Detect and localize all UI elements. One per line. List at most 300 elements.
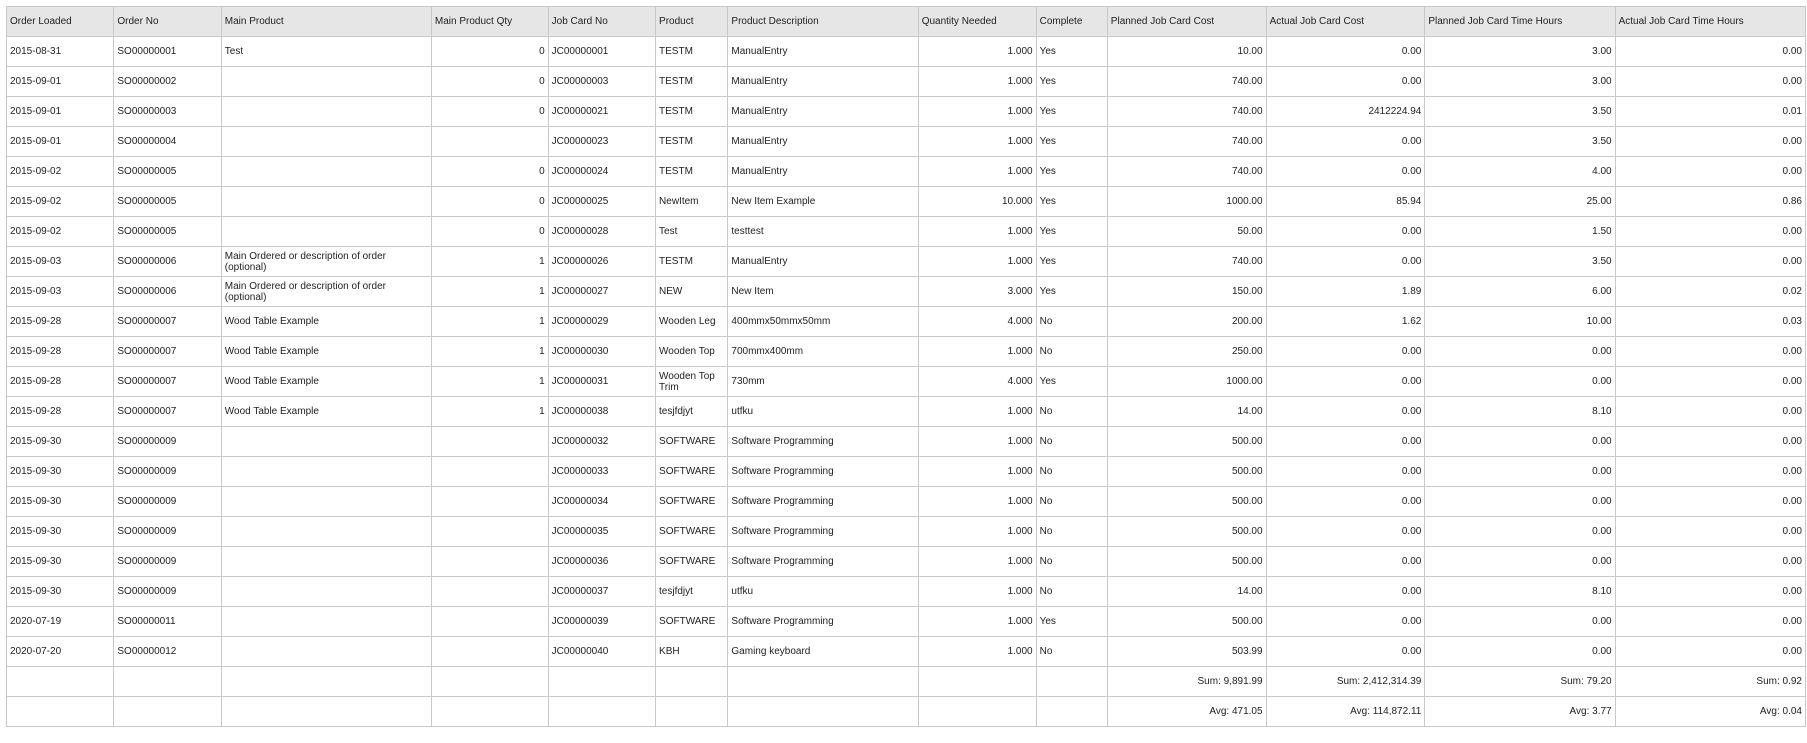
cell-actual-job-card-time-hours: 0.00 (1615, 367, 1805, 397)
cell-quantity-needed: 1.000 (918, 67, 1036, 97)
cell-planned-job-card-time-hours: 3.00 (1425, 37, 1615, 67)
table-row (7, 607, 1806, 637)
cell-actual-job-card-cost: 0.00 (1266, 427, 1425, 457)
cell-planned-job-card-time-hours: 25.00 (1425, 187, 1615, 217)
cell-main-product: Wood Table Example (221, 337, 431, 367)
cell-actual-job-card-cost: 0.00 (1266, 337, 1425, 367)
cell-main-product: Main Ordered or description of order (optional) (221, 277, 431, 307)
table-row (7, 397, 1806, 427)
table-row (7, 577, 1806, 607)
cell-main-product (221, 157, 431, 187)
cell-planned-job-card-cost: 500.00 (1107, 487, 1266, 517)
cell-job-card-no: JC00000034 (548, 487, 655, 517)
cell-product: TESTM (656, 127, 728, 157)
cell-main-product-qty (431, 487, 548, 517)
cell-actual-job-card-cost: 0.00 (1266, 517, 1425, 547)
cell-order-loaded: 2015-09-28 (7, 397, 114, 427)
cell-quantity-needed: 1.000 (918, 517, 1036, 547)
cell-planned-job-card-time-hours: 0.00 (1425, 637, 1615, 667)
cell-actual-job-card-time-hours: 0.00 (1615, 157, 1805, 187)
sum-row (7, 667, 1806, 697)
cell-quantity-needed: 1.000 (918, 97, 1036, 127)
cell-job-card-no: JC00000027 (548, 277, 655, 307)
cell-actual-job-card-time-hours: 0.00 (1615, 577, 1805, 607)
cell-product-description: testtest (728, 217, 918, 247)
column-header-product[interactable]: Product (656, 7, 728, 37)
cell-main-product (221, 517, 431, 547)
cell-main-product: Wood Table Example (221, 307, 431, 337)
cell-main-product-qty (431, 637, 548, 667)
avg-cell-main-product-qty (431, 697, 548, 727)
cell-actual-job-card-cost: 0.00 (1266, 637, 1425, 667)
cell-product-description: Software Programming (728, 487, 918, 517)
cell-complete: Yes (1036, 37, 1107, 67)
cell-main-product (221, 607, 431, 637)
cell-planned-job-card-time-hours: 0.00 (1425, 337, 1615, 367)
cell-order-no: SO00000003 (114, 97, 221, 127)
column-header-main-product[interactable]: Main Product (221, 7, 431, 37)
table-row (7, 457, 1806, 487)
cell-planned-job-card-time-hours: 3.00 (1425, 67, 1615, 97)
cell-order-no: SO00000007 (114, 307, 221, 337)
cell-main-product: Wood Table Example (221, 397, 431, 427)
cell-product-description: 400mmx50mmx50mm (728, 307, 918, 337)
table-row (7, 337, 1806, 367)
cell-complete: No (1036, 517, 1107, 547)
cell-job-card-no: JC00000035 (548, 517, 655, 547)
cell-complete: Yes (1036, 277, 1107, 307)
cell-order-loaded: 2015-09-02 (7, 217, 114, 247)
cell-job-card-no: JC00000039 (548, 607, 655, 637)
cell-main-product-qty: 0 (431, 187, 548, 217)
cell-actual-job-card-cost: 0.00 (1266, 397, 1425, 427)
cell-product-description: New Item (728, 277, 918, 307)
cell-quantity-needed: 4.000 (918, 367, 1036, 397)
cell-planned-job-card-time-hours: 8.10 (1425, 577, 1615, 607)
cell-order-no: SO00000009 (114, 457, 221, 487)
table-row (7, 367, 1806, 397)
cell-planned-job-card-cost: 740.00 (1107, 97, 1266, 127)
cell-order-loaded: 2020-07-20 (7, 637, 114, 667)
cell-planned-job-card-cost: 1000.00 (1107, 187, 1266, 217)
avg-cell-actual-job-card-time-hours: Avg: 0.04 (1615, 697, 1805, 727)
cell-product: SOFTWARE (656, 427, 728, 457)
cell-planned-job-card-cost: 500.00 (1107, 607, 1266, 637)
cell-order-loaded: 2015-09-30 (7, 487, 114, 517)
cell-order-loaded: 2015-09-03 (7, 247, 114, 277)
cell-quantity-needed: 10.000 (918, 187, 1036, 217)
column-header-job-card-no[interactable]: Job Card No (548, 7, 655, 37)
sum-cell-product (656, 667, 728, 697)
sum-cell-order-loaded (7, 667, 114, 697)
cell-actual-job-card-cost: 0.00 (1266, 457, 1425, 487)
sum-cell-main-product-qty (431, 667, 548, 697)
cell-job-card-no: JC00000003 (548, 67, 655, 97)
cell-product: SOFTWARE (656, 607, 728, 637)
cell-order-no: SO00000007 (114, 367, 221, 397)
cell-product: SOFTWARE (656, 457, 728, 487)
cell-main-product-qty: 0 (431, 37, 548, 67)
cell-quantity-needed: 1.000 (918, 607, 1036, 637)
cell-main-product (221, 457, 431, 487)
cell-actual-job-card-time-hours: 0.00 (1615, 487, 1805, 517)
column-header-actual-job-card-cost[interactable]: Actual Job Card Cost (1266, 7, 1425, 37)
cell-order-no: SO00000009 (114, 487, 221, 517)
cell-product-description: ManualEntry (728, 247, 918, 277)
cell-planned-job-card-time-hours: 0.00 (1425, 427, 1615, 457)
cell-planned-job-card-time-hours: 1.50 (1425, 217, 1615, 247)
cell-product: TESTM (656, 37, 728, 67)
cell-actual-job-card-time-hours: 0.00 (1615, 217, 1805, 247)
cell-product-description: Software Programming (728, 547, 918, 577)
sum-cell-complete (1036, 667, 1107, 697)
column-header-actual-job-card-time-hours[interactable]: Actual Job Card Time Hours (1615, 7, 1805, 37)
cell-main-product: Wood Table Example (221, 367, 431, 397)
cell-planned-job-card-cost: 740.00 (1107, 67, 1266, 97)
cell-product: SOFTWARE (656, 487, 728, 517)
cell-job-card-no: JC00000021 (548, 97, 655, 127)
cell-job-card-no: JC00000028 (548, 217, 655, 247)
cell-main-product (221, 127, 431, 157)
table-row (7, 37, 1806, 67)
cell-order-loaded: 2015-09-01 (7, 127, 114, 157)
cell-complete: No (1036, 307, 1107, 337)
cell-product: TESTM (656, 67, 728, 97)
cell-complete: Yes (1036, 157, 1107, 187)
cell-planned-job-card-cost: 14.00 (1107, 397, 1266, 427)
cell-actual-job-card-cost: 0.00 (1266, 247, 1425, 277)
cell-complete: Yes (1036, 247, 1107, 277)
cell-actual-job-card-time-hours: 0.00 (1615, 247, 1805, 277)
cell-main-product (221, 67, 431, 97)
column-header-order-no[interactable]: Order No (114, 7, 221, 37)
cell-planned-job-card-time-hours: 0.00 (1425, 517, 1615, 547)
cell-actual-job-card-cost: 85.94 (1266, 187, 1425, 217)
cell-quantity-needed: 1.000 (918, 457, 1036, 487)
cell-quantity-needed: 1.000 (918, 127, 1036, 157)
cell-actual-job-card-cost: 0.00 (1266, 607, 1425, 637)
cell-order-no: SO00000005 (114, 187, 221, 217)
cell-main-product-qty (431, 517, 548, 547)
cell-order-loaded: 2015-09-30 (7, 517, 114, 547)
cell-complete: No (1036, 427, 1107, 457)
cell-actual-job-card-time-hours: 0.01 (1615, 97, 1805, 127)
cell-order-no: SO00000006 (114, 247, 221, 277)
cell-order-loaded: 2015-09-30 (7, 457, 114, 487)
cell-job-card-no: JC00000037 (548, 577, 655, 607)
cell-main-product (221, 637, 431, 667)
table-row (7, 127, 1806, 157)
table-row (7, 97, 1806, 127)
cell-planned-job-card-time-hours: 8.10 (1425, 397, 1615, 427)
cell-job-card-no: JC00000029 (548, 307, 655, 337)
cell-job-card-no: JC00000030 (548, 337, 655, 367)
table-row (7, 277, 1806, 307)
cell-product: Wooden Top (656, 337, 728, 367)
table-body (7, 37, 1806, 727)
cell-complete: Yes (1036, 67, 1107, 97)
cell-product-description: utfku (728, 577, 918, 607)
cell-quantity-needed: 1.000 (918, 487, 1036, 517)
table-row (7, 217, 1806, 247)
cell-actual-job-card-time-hours: 0.00 (1615, 427, 1805, 457)
cell-planned-job-card-cost: 500.00 (1107, 517, 1266, 547)
cell-product: NewItem (656, 187, 728, 217)
cell-planned-job-card-cost: 10.00 (1107, 37, 1266, 67)
table-row (7, 187, 1806, 217)
cell-main-product-qty: 0 (431, 67, 548, 97)
cell-planned-job-card-time-hours: 10.00 (1425, 307, 1615, 337)
cell-quantity-needed: 1.000 (918, 337, 1036, 367)
cell-actual-job-card-cost: 0.00 (1266, 487, 1425, 517)
cell-order-loaded: 2015-09-28 (7, 307, 114, 337)
sum-cell-product-description (728, 667, 918, 697)
cell-actual-job-card-time-hours: 0.00 (1615, 517, 1805, 547)
cell-product: SOFTWARE (656, 547, 728, 577)
cell-product: TESTM (656, 157, 728, 187)
cell-actual-job-card-time-hours: 0.03 (1615, 307, 1805, 337)
cell-actual-job-card-time-hours: 0.00 (1615, 37, 1805, 67)
average-row (7, 697, 1806, 727)
avg-cell-planned-job-card-time-hours: Avg: 3.77 (1425, 697, 1615, 727)
table-row (7, 517, 1806, 547)
cell-main-product (221, 577, 431, 607)
cell-job-card-no: JC00000036 (548, 547, 655, 577)
cell-order-loaded: 2015-09-01 (7, 97, 114, 127)
cell-main-product: Main Ordered or description of order (optional) (221, 247, 431, 277)
cell-main-product-qty: 1 (431, 247, 548, 277)
cell-product: KBH (656, 637, 728, 667)
cell-actual-job-card-time-hours: 0.00 (1615, 67, 1805, 97)
sum-cell-quantity-needed (918, 667, 1036, 697)
cell-actual-job-card-cost: 0.00 (1266, 67, 1425, 97)
header-row (7, 7, 1806, 37)
cell-product-description: Software Programming (728, 457, 918, 487)
cell-order-loaded: 2015-09-02 (7, 157, 114, 187)
table-row (7, 487, 1806, 517)
cell-job-card-no: JC00000031 (548, 367, 655, 397)
cell-main-product (221, 187, 431, 217)
table-row (7, 67, 1806, 97)
avg-cell-main-product (221, 697, 431, 727)
cell-main-product-qty: 0 (431, 157, 548, 187)
cell-planned-job-card-time-hours: 6.00 (1425, 277, 1615, 307)
cell-order-loaded: 2015-09-01 (7, 67, 114, 97)
cell-order-no: SO00000009 (114, 427, 221, 457)
table-row (7, 427, 1806, 457)
avg-cell-actual-job-card-cost: Avg: 114,872.11 (1266, 697, 1425, 727)
cell-product: Test (656, 217, 728, 247)
cell-order-no: SO00000002 (114, 67, 221, 97)
cell-planned-job-card-cost: 150.00 (1107, 277, 1266, 307)
cell-order-no: SO00000012 (114, 637, 221, 667)
cell-order-loaded: 2015-08-31 (7, 37, 114, 67)
avg-cell-product (656, 697, 728, 727)
cell-main-product (221, 217, 431, 247)
cell-order-loaded: 2015-09-28 (7, 337, 114, 367)
cell-main-product (221, 97, 431, 127)
cell-quantity-needed: 1.000 (918, 37, 1036, 67)
cell-quantity-needed: 1.000 (918, 397, 1036, 427)
cell-planned-job-card-time-hours: 3.50 (1425, 127, 1615, 157)
table-row (7, 547, 1806, 577)
cell-product-description: New Item Example (728, 187, 918, 217)
job-card-report-table (6, 6, 1806, 727)
cell-order-no: SO00000005 (114, 157, 221, 187)
cell-main-product-qty: 1 (431, 307, 548, 337)
cell-quantity-needed: 1.000 (918, 547, 1036, 577)
cell-quantity-needed: 1.000 (918, 427, 1036, 457)
cell-product: TESTM (656, 97, 728, 127)
avg-cell-order-loaded (7, 697, 114, 727)
cell-quantity-needed: 1.000 (918, 577, 1036, 607)
cell-main-product-qty (431, 457, 548, 487)
sum-cell-planned-job-card-cost: Sum: 9,891.99 (1107, 667, 1266, 697)
column-header-product-description[interactable]: Product Description (728, 7, 918, 37)
cell-actual-job-card-time-hours: 0.00 (1615, 337, 1805, 367)
cell-planned-job-card-time-hours: 3.50 (1425, 97, 1615, 127)
cell-main-product-qty (431, 577, 548, 607)
cell-actual-job-card-time-hours: 0.00 (1615, 457, 1805, 487)
cell-actual-job-card-cost: 0.00 (1266, 367, 1425, 397)
cell-product-description: Software Programming (728, 607, 918, 637)
cell-main-product-qty: 1 (431, 397, 548, 427)
cell-actual-job-card-time-hours: 0.86 (1615, 187, 1805, 217)
cell-job-card-no: JC00000025 (548, 187, 655, 217)
cell-main-product-qty: 0 (431, 97, 548, 127)
table-row (7, 157, 1806, 187)
cell-product-description: ManualEntry (728, 157, 918, 187)
cell-main-product (221, 427, 431, 457)
avg-cell-job-card-no (548, 697, 655, 727)
cell-product: Wooden Top Trim (656, 367, 728, 397)
cell-quantity-needed: 1.000 (918, 157, 1036, 187)
cell-planned-job-card-cost: 500.00 (1107, 427, 1266, 457)
cell-actual-job-card-cost: 0.00 (1266, 157, 1425, 187)
cell-planned-job-card-cost: 500.00 (1107, 547, 1266, 577)
cell-planned-job-card-cost: 14.00 (1107, 577, 1266, 607)
cell-main-product-qty: 1 (431, 277, 548, 307)
cell-product-description: Software Programming (728, 517, 918, 547)
cell-main-product-qty (431, 607, 548, 637)
cell-main-product (221, 487, 431, 517)
cell-planned-job-card-cost: 50.00 (1107, 217, 1266, 247)
table-header (7, 7, 1806, 37)
cell-product-description: Software Programming (728, 427, 918, 457)
cell-product-description: 730mm (728, 367, 918, 397)
avg-cell-planned-job-card-cost: Avg: 471.05 (1107, 697, 1266, 727)
cell-actual-job-card-cost: 0.00 (1266, 577, 1425, 607)
cell-order-no: SO00000007 (114, 397, 221, 427)
cell-complete: Yes (1036, 217, 1107, 247)
column-header-quantity-needed[interactable]: Quantity Needed (918, 7, 1036, 37)
cell-order-loaded: 2015-09-30 (7, 577, 114, 607)
cell-order-no: SO00000001 (114, 37, 221, 67)
table-row (7, 637, 1806, 667)
cell-order-no: SO00000009 (114, 577, 221, 607)
cell-main-product-qty (431, 127, 548, 157)
cell-actual-job-card-time-hours: 0.00 (1615, 397, 1805, 427)
cell-actual-job-card-time-hours: 0.00 (1615, 127, 1805, 157)
sum-cell-main-product (221, 667, 431, 697)
cell-complete: No (1036, 337, 1107, 367)
cell-complete: No (1036, 397, 1107, 427)
cell-product: NEW (656, 277, 728, 307)
sum-cell-actual-job-card-time-hours: Sum: 0.92 (1615, 667, 1805, 697)
sum-cell-job-card-no (548, 667, 655, 697)
column-header-planned-job-card-cost[interactable]: Planned Job Card Cost (1107, 7, 1266, 37)
cell-order-no: SO00000005 (114, 217, 221, 247)
cell-complete: Yes (1036, 367, 1107, 397)
cell-product: TESTM (656, 247, 728, 277)
avg-cell-quantity-needed (918, 697, 1036, 727)
cell-actual-job-card-time-hours: 0.02 (1615, 277, 1805, 307)
cell-order-loaded: 2015-09-30 (7, 427, 114, 457)
cell-product-description: ManualEntry (728, 97, 918, 127)
cell-job-card-no: JC00000038 (548, 397, 655, 427)
cell-planned-job-card-cost: 500.00 (1107, 457, 1266, 487)
sum-cell-planned-job-card-time-hours: Sum: 79.20 (1425, 667, 1615, 697)
cell-main-product: Test (221, 37, 431, 67)
column-header-planned-job-card-time-hours[interactable]: Planned Job Card Time Hours (1425, 7, 1615, 37)
column-header-complete[interactable]: Complete (1036, 7, 1107, 37)
cell-product-description: 700mmx400mm (728, 337, 918, 367)
cell-job-card-no: JC00000033 (548, 457, 655, 487)
avg-cell-order-no (114, 697, 221, 727)
cell-job-card-no: JC00000023 (548, 127, 655, 157)
cell-planned-job-card-time-hours: 0.00 (1425, 487, 1615, 517)
cell-planned-job-card-time-hours: 0.00 (1425, 457, 1615, 487)
sum-cell-order-no (114, 667, 221, 697)
cell-quantity-needed: 1.000 (918, 247, 1036, 277)
column-header-main-product-qty[interactable]: Main Product Qty (431, 7, 548, 37)
cell-planned-job-card-cost: 740.00 (1107, 127, 1266, 157)
cell-job-card-no: JC00000032 (548, 427, 655, 457)
cell-job-card-no: JC00000001 (548, 37, 655, 67)
cell-order-loaded: 2015-09-02 (7, 187, 114, 217)
cell-actual-job-card-cost: 2412224.94 (1266, 97, 1425, 127)
cell-complete: Yes (1036, 187, 1107, 217)
cell-main-product-qty (431, 427, 548, 457)
cell-order-loaded: 2015-09-30 (7, 547, 114, 577)
cell-actual-job-card-cost: 0.00 (1266, 547, 1425, 577)
table-row (7, 307, 1806, 337)
cell-product-description: Gaming keyboard (728, 637, 918, 667)
cell-product: SOFTWARE (656, 517, 728, 547)
cell-order-loaded: 2015-09-28 (7, 367, 114, 397)
cell-complete: Yes (1036, 97, 1107, 127)
cell-planned-job-card-time-hours: 0.00 (1425, 367, 1615, 397)
cell-product-description: ManualEntry (728, 37, 918, 67)
cell-actual-job-card-cost: 1.62 (1266, 307, 1425, 337)
cell-product-description: ManualEntry (728, 67, 918, 97)
cell-product-description: ManualEntry (728, 127, 918, 157)
cell-order-no: SO00000007 (114, 337, 221, 367)
cell-order-no: SO00000004 (114, 127, 221, 157)
cell-main-product-qty: 1 (431, 337, 548, 367)
column-header-order-loaded[interactable]: Order Loaded (7, 7, 114, 37)
cell-complete: No (1036, 637, 1107, 667)
cell-actual-job-card-time-hours: 0.00 (1615, 607, 1805, 637)
cell-complete: Yes (1036, 127, 1107, 157)
cell-job-card-no: JC00000026 (548, 247, 655, 277)
cell-planned-job-card-cost: 503.99 (1107, 637, 1266, 667)
cell-complete: No (1036, 457, 1107, 487)
table-row (7, 247, 1806, 277)
cell-order-no: SO00000006 (114, 277, 221, 307)
cell-main-product-qty (431, 547, 548, 577)
cell-quantity-needed: 4.000 (918, 307, 1036, 337)
